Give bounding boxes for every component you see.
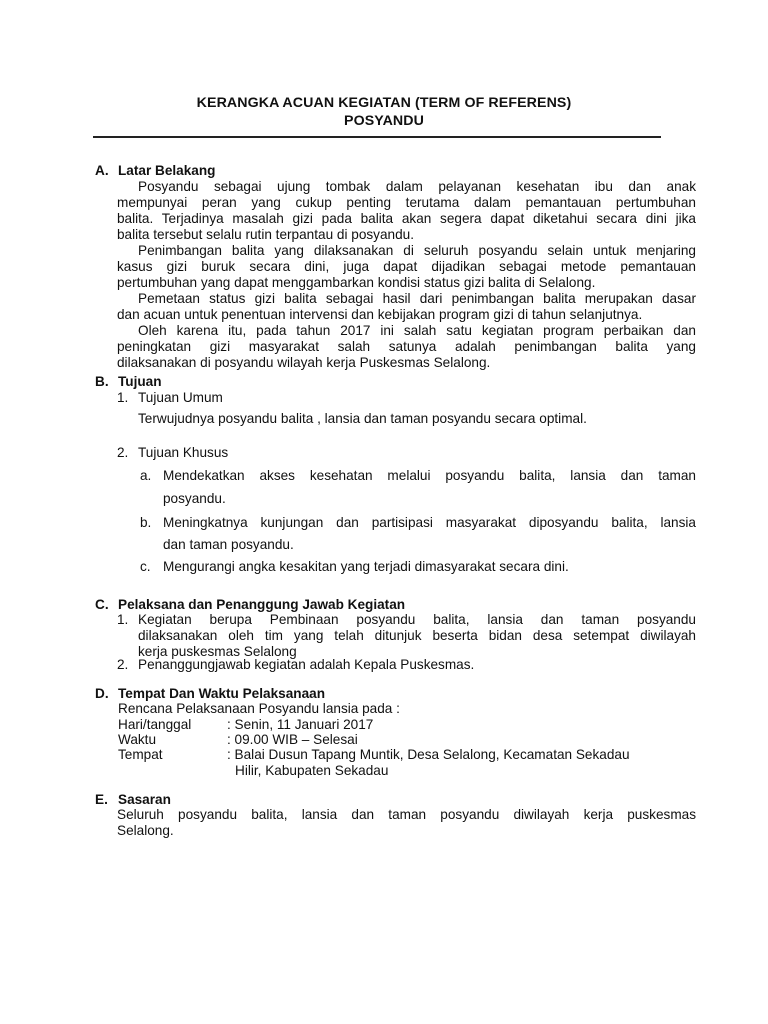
- section-a-marker: A.: [95, 163, 109, 178]
- section-e-text: Selalong.: [117, 823, 174, 838]
- tujuan-umum-text: Terwujudnya posyandu balita , lansia dan taman posyandu secara optimal.: [138, 411, 587, 426]
- section-e-marker: E.: [95, 792, 108, 807]
- section-a-paragraph-line: dilaksanakan di posyandu wilayah kerja Puskesmas Selalong.: [117, 355, 491, 370]
- section-e-text: Seluruh posyandu balita, lansia dan taman posyandu diwilayah kerja puskesmas: [117, 807, 696, 822]
- section-c-item-text: Kegiatan berupa Pembinaan posyandu balita, lansia dan taman posyandu: [138, 612, 696, 627]
- section-a-heading: Latar Belakang: [118, 163, 216, 178]
- schedule-label-place: Tempat: [118, 747, 163, 762]
- section-a-paragraph-line: peningkatan gizi masyarakat salah satunya adalah penimbangan balita yang: [117, 339, 696, 354]
- schedule-value-place: : Balai Dusun Tapang Muntik, Desa Selalong, Kecamatan Sekadau: [227, 747, 630, 762]
- section-a-paragraph-line: Penimbangan balita yang dilaksanakan di seluruh posyandu selain untuk menjaring: [138, 243, 696, 258]
- section-c-item-marker: 1.: [117, 612, 129, 627]
- section-c-marker: C.: [95, 597, 109, 612]
- tujuan-khusus-item-text: posyandu.: [163, 491, 226, 506]
- tujuan-khusus-item-marker: c.: [140, 559, 151, 574]
- tujuan-khusus-item-text: Meningkatnya kunjungan dan partisipasi masyarakat diposyandu balita, lansia: [163, 515, 696, 530]
- tujuan-khusus-label: Tujuan Khusus: [138, 445, 229, 460]
- schedule-value-date: : Senin, 11 Januari 2017: [227, 717, 374, 732]
- title-divider: [93, 136, 661, 138]
- section-b-marker: B.: [95, 374, 109, 389]
- tujuan-khusus-item-marker: a.: [140, 468, 152, 483]
- section-c-item-text: kerja puskesmas Selalong: [138, 644, 297, 659]
- document-title: KERANGKA ACUAN KEGIATAN (TERM OF REFERENS): [196, 95, 572, 111]
- section-c-item-marker: 2.: [117, 657, 129, 672]
- section-a-paragraph-line: balita. Terjadinya masalah gizi pada balita akan segera dapat diketahui secara dini jika: [117, 211, 696, 226]
- tujuan-umum-label: Tujuan Umum: [138, 390, 223, 405]
- section-a-paragraph-line: dan acuan untuk penentuan intervensi dan kebijakan program gizi di tahun selanjutnya.: [117, 307, 643, 322]
- tujuan-umum-marker: 1.: [117, 390, 129, 405]
- section-a-paragraph-line: mempunyai peran yang cukup penting terutama dalam pemantauan pertumbuhan: [117, 195, 696, 210]
- section-a-paragraph-line: kasus gizi buruk secara dini, juga dapat dijadikan sebagai metode pemantauan: [117, 259, 696, 274]
- tujuan-khusus-item-text: Mendekatkan akses kesehatan melalui posyandu balita, lansia dan taman: [163, 468, 696, 483]
- section-d-heading: Tempat Dan Waktu Pelaksanaan: [118, 686, 325, 701]
- section-b-heading: Tujuan: [118, 374, 162, 389]
- section-a-paragraph-line: Oleh karena itu, pada tahun 2017 ini salah satu kegiatan program perbaikan dan: [138, 323, 696, 338]
- section-a-paragraph-line: balita tersebut selalu rutin terpantau di posyandu.: [117, 227, 414, 242]
- section-c-item-text: Penanggungjawab kegiatan adalah Kepala Puskesmas.: [138, 657, 475, 672]
- document-subtitle: POSYANDU: [344, 113, 424, 129]
- section-a-paragraph-line: Pemetaan status gizi balita sebagai hasil dari penimbangan balita merupakan dasar: [138, 291, 696, 306]
- schedule-value-time: : 09.00 WIB – Selesai: [227, 732, 358, 747]
- schedule-value-place-cont: Hilir, Kabupaten Sekadau: [235, 763, 389, 778]
- section-c-item-text: dilaksanakan oleh tim yang telah ditunjuk beserta bidan desa setempat diwilayah: [138, 628, 696, 643]
- section-d-intro: Rencana Pelaksanaan Posyandu lansia pada :: [118, 701, 400, 716]
- tujuan-khusus-item-text: Mengurangi angka kesakitan yang terjadi dimasyarakat secara dini.: [163, 559, 569, 574]
- section-d-marker: D.: [95, 686, 109, 701]
- section-a-paragraph-line: Posyandu sebagai ujung tombak dalam pelayanan kesehatan ibu dan anak: [138, 179, 696, 194]
- section-c-heading: Pelaksana dan Penanggung Jawab Kegiatan: [118, 597, 406, 612]
- section-e-heading: Sasaran: [118, 792, 171, 807]
- tujuan-khusus-marker: 2.: [117, 445, 129, 460]
- section-a-paragraph-line: pertumbuhan yang dapat menggambarkan kondisi status gizi balita di Selalong.: [117, 275, 596, 290]
- tujuan-khusus-item-text: dan taman posyandu.: [163, 537, 294, 552]
- tujuan-khusus-item-marker: b.: [140, 515, 152, 530]
- schedule-label-time: Waktu: [118, 732, 157, 747]
- schedule-label-date: Hari/tanggal: [118, 717, 192, 732]
